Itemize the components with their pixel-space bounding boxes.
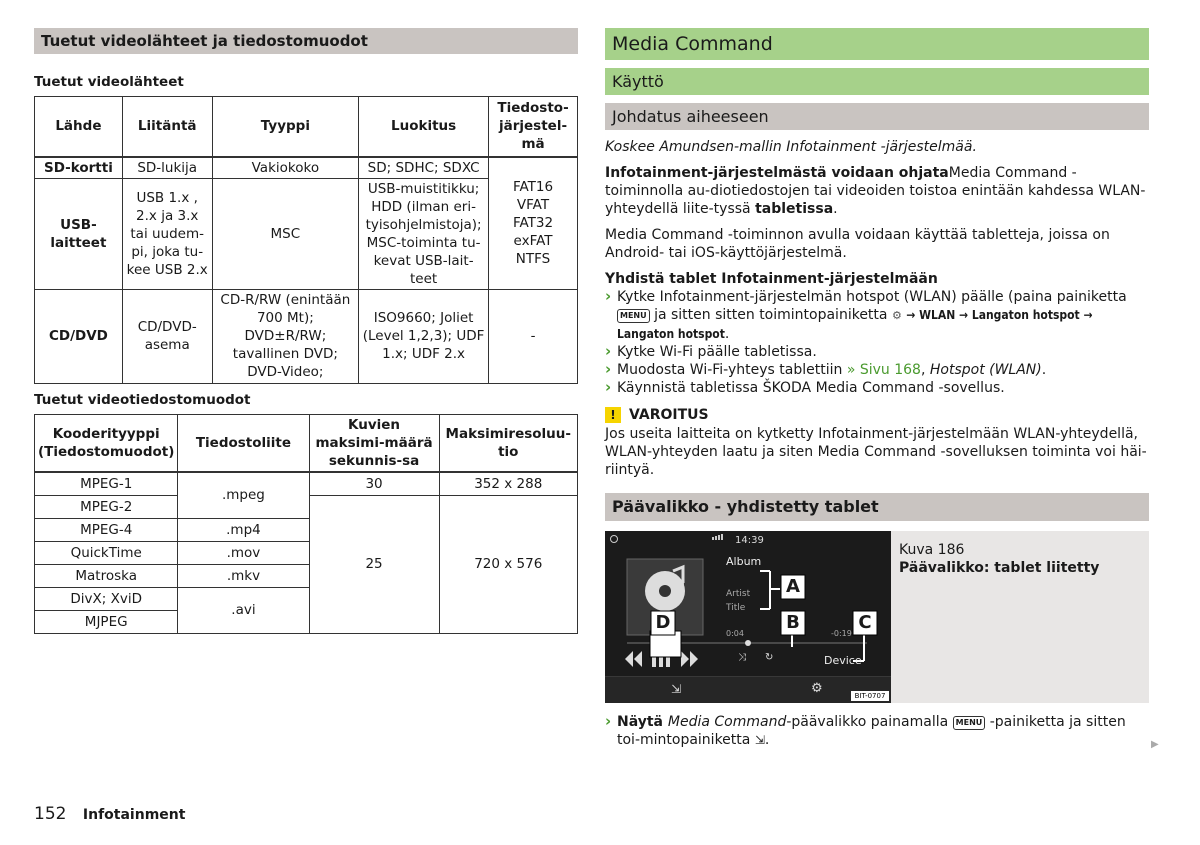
time-end: -0:19: [831, 629, 852, 638]
step-item: › Käynnistä tabletissa ŠKODA Media Command -sovellus.: [605, 379, 1149, 397]
figure-caption-box: [891, 531, 1149, 703]
sources-table: [34, 96, 578, 384]
label-c: C: [858, 612, 872, 633]
fs-item: FAT32: [512, 215, 554, 231]
cell-source: USB-laitteet: [35, 178, 123, 289]
label-d: D: [655, 612, 671, 633]
warning-text: Jos useita laitteita on kytketty Infotainment-järjestelmään WLAN-yhteydellä, WLAN-yhteyden laatu ja siten Media Command -sovelluksen toiminta voi häi-riintyä.: [605, 426, 1147, 478]
cell-codec: MJPEG: [35, 610, 178, 633]
cell-type: MSC: [212, 178, 359, 289]
cell-filesystems: [489, 157, 578, 290]
cell-codec: MPEG-1: [35, 472, 178, 495]
fs-item: FAT16: [512, 179, 554, 195]
p1-bold: Infotainment-järjestelmästä voidaan ohjata: [605, 165, 949, 181]
step3-end: .: [1041, 362, 1047, 378]
device-label: Device: [824, 654, 862, 667]
cell-interface: CD/DVD-asema: [122, 289, 212, 383]
step3-text: Muodosta Wi-Fi-yhteys tablettiin: [617, 362, 843, 378]
th-res: Maksimiresoluu-tio: [439, 414, 577, 472]
shuffle-icon: ⤨: [738, 652, 746, 663]
cell-res: 720 x 576: [439, 495, 577, 633]
table-row: [35, 472, 578, 495]
show-text-b: -päävalikko painamalla: [786, 714, 949, 730]
cell-ext: .mp4: [178, 518, 309, 541]
label-b: B: [786, 612, 800, 633]
formats-caption: Tuetut videotiedostomuodot: [34, 391, 251, 408]
step-item: [605, 361, 1149, 379]
step-item: [605, 713, 1149, 749]
show-text: Näytä: [617, 714, 668, 730]
intro-paragraph: [605, 164, 1149, 218]
page-footer: [34, 804, 185, 824]
cell-source: CD/DVD: [35, 289, 123, 383]
step1-text-b: ja sitten sitten toimintopainiketta: [654, 307, 888, 323]
show-italic: Media Command: [667, 714, 787, 730]
sources-caption: Tuetut videolähteet: [34, 74, 184, 90]
step3-italic: Hotspot (WLAN): [929, 362, 1042, 378]
left-column: [34, 28, 578, 634]
step1-end: .: [724, 326, 730, 342]
p1-text: Media Command -toiminnolla au-diotiedostojen tai videoiden toistoa enintään kahdessa WLAN-yhteydellä liite-tyssä: [605, 165, 1146, 217]
os-paragraph: Media Command -toiminnon avulla voidaan käyttää tabletteja, joissa on Android- tai iOS-käyttöjärjestelmä.: [605, 227, 1110, 261]
settings-icon[interactable]: ⚙: [811, 681, 823, 696]
cell-ext: .mpeg: [178, 472, 309, 518]
johdatus-heading: Johdatus aiheeseen: [605, 103, 1149, 130]
th-type: Tyyppi: [212, 97, 359, 157]
settings-icon: ⚙: [891, 309, 902, 322]
th-ext: Tiedostoliite: [178, 414, 309, 472]
kaytto-heading: Käyttö: [605, 68, 1149, 95]
next-page-arrow-icon[interactable]: ▶: [1151, 739, 1159, 750]
cell-interface: SD-lukija: [122, 157, 212, 179]
th-codec: Kooderityyppi (Tiedostomuodot): [35, 414, 178, 472]
cell-class: SD; SDHC; SDXC: [359, 157, 489, 179]
cell-class: USB-muistitikku; HDD (ilman eri-tyisohjelmistoja); MSC-toiminta tu-kevat USB-lait-teet: [359, 178, 489, 289]
th-fps: Kuvien maksimi-määrä sekunnis-sa: [309, 414, 439, 472]
clock: 14:39: [735, 535, 764, 546]
cell-class: ISO9660; Joliet (Level 1,2,3); UDF 1.x; UDF 2.x: [359, 289, 489, 383]
paavalikko-heading: Päävalikko - yhdistetty tablet: [605, 493, 1149, 521]
cell-res: 352 x 288: [439, 472, 577, 495]
p1-end: .: [833, 201, 838, 217]
figure-code: BIT-0707: [854, 692, 886, 700]
fs-item: VFAT: [516, 197, 550, 213]
section-title: Tuetut videolähteet ja tiedostomuodot: [34, 28, 578, 54]
source-icon: ⇲: [754, 733, 765, 747]
cell-fs: -: [489, 289, 578, 383]
fs-item: exFAT: [513, 233, 553, 249]
menu-key-icon: MENU: [953, 716, 986, 730]
th-source: Lähde: [35, 97, 123, 157]
cell-type: Vakiokoko: [212, 157, 359, 179]
cell-type: CD-R/RW (enintään 700 Mt); DVD±R/RW; tavallinen DVD; DVD-Video;: [212, 289, 359, 383]
cell-interface: USB 1.x , 2.x ja 3.x tai uudem-pi, joka tu-kee USB 2.x: [122, 178, 212, 289]
cell-codec: Matroska: [35, 564, 178, 587]
time-start: 0:04: [726, 629, 744, 638]
cell-codec: MPEG-2: [35, 495, 178, 518]
artist-label: Artist: [726, 589, 751, 599]
title-label: Title: [726, 603, 746, 613]
th-interface: Liitäntä: [122, 97, 212, 157]
cell-codec: QuickTime: [35, 541, 178, 564]
chapter-name: Infotainment: [82, 807, 186, 823]
cell-codec: MPEG-4: [35, 518, 178, 541]
right-column: [605, 28, 1149, 749]
source-icon[interactable]: ⇲: [671, 682, 682, 696]
table-row: [35, 157, 578, 179]
cell-codec: DivX; XviD: [35, 587, 178, 610]
cell-fps: 25: [309, 495, 439, 633]
fs-item: NTFS: [515, 251, 551, 267]
p1-tablet: tabletissa: [755, 201, 834, 217]
cell-ext: .avi: [178, 587, 309, 633]
show-text-c: -painiketta ja sitten toi-mintopainiketta: [617, 714, 1126, 748]
cell-source: SD-kortti: [35, 157, 123, 179]
page-link[interactable]: » Sivu 168: [846, 362, 921, 378]
tablet-screen-figure: [605, 531, 891, 703]
cell-ext: .mkv: [178, 564, 309, 587]
cell-fps: 30: [309, 472, 439, 495]
step3-sep: ,: [920, 362, 930, 378]
connect-title: Yhdistä tablet Infotainment-järjestelmään: [605, 271, 938, 287]
step1-text: Kytke Infotainment-järjestelmän hotspot (WLAN) päälle (paina painiketta: [617, 289, 1127, 305]
show-end: .: [764, 732, 770, 748]
formats-table: [34, 414, 578, 634]
cell-ext: .mov: [178, 541, 309, 564]
media-command-heading: Media Command: [605, 28, 1149, 60]
th-class: Luokitus: [359, 97, 489, 157]
step-item: › Kytke Wi-Fi päälle tabletissa.: [605, 343, 1149, 361]
menu-key-icon: MENU: [617, 309, 650, 323]
table-row: [35, 289, 578, 383]
th-fs: Tiedosto-järjestel-mä: [489, 97, 578, 157]
label-a: A: [786, 576, 800, 597]
repeat-icon: ↻: [765, 652, 774, 663]
figure-number: Kuva 186: [899, 542, 965, 558]
figure-caption: Päävalikko: tablet liitetty: [899, 560, 1100, 576]
album-label: Album: [726, 555, 762, 568]
step-item: [605, 288, 1149, 343]
warning-label: VAROITUS: [629, 407, 709, 423]
figure-row: [605, 531, 1149, 703]
warning-icon: !: [605, 407, 621, 423]
warning-heading: [605, 407, 1149, 423]
intro-note: Koskee Amundsen-mallin Infotainment -järjestelmää.: [605, 139, 977, 155]
step1-path: → WLAN → Langaton hotspot → Langaton hotspot: [617, 308, 1093, 341]
page-number: 152: [34, 804, 67, 824]
